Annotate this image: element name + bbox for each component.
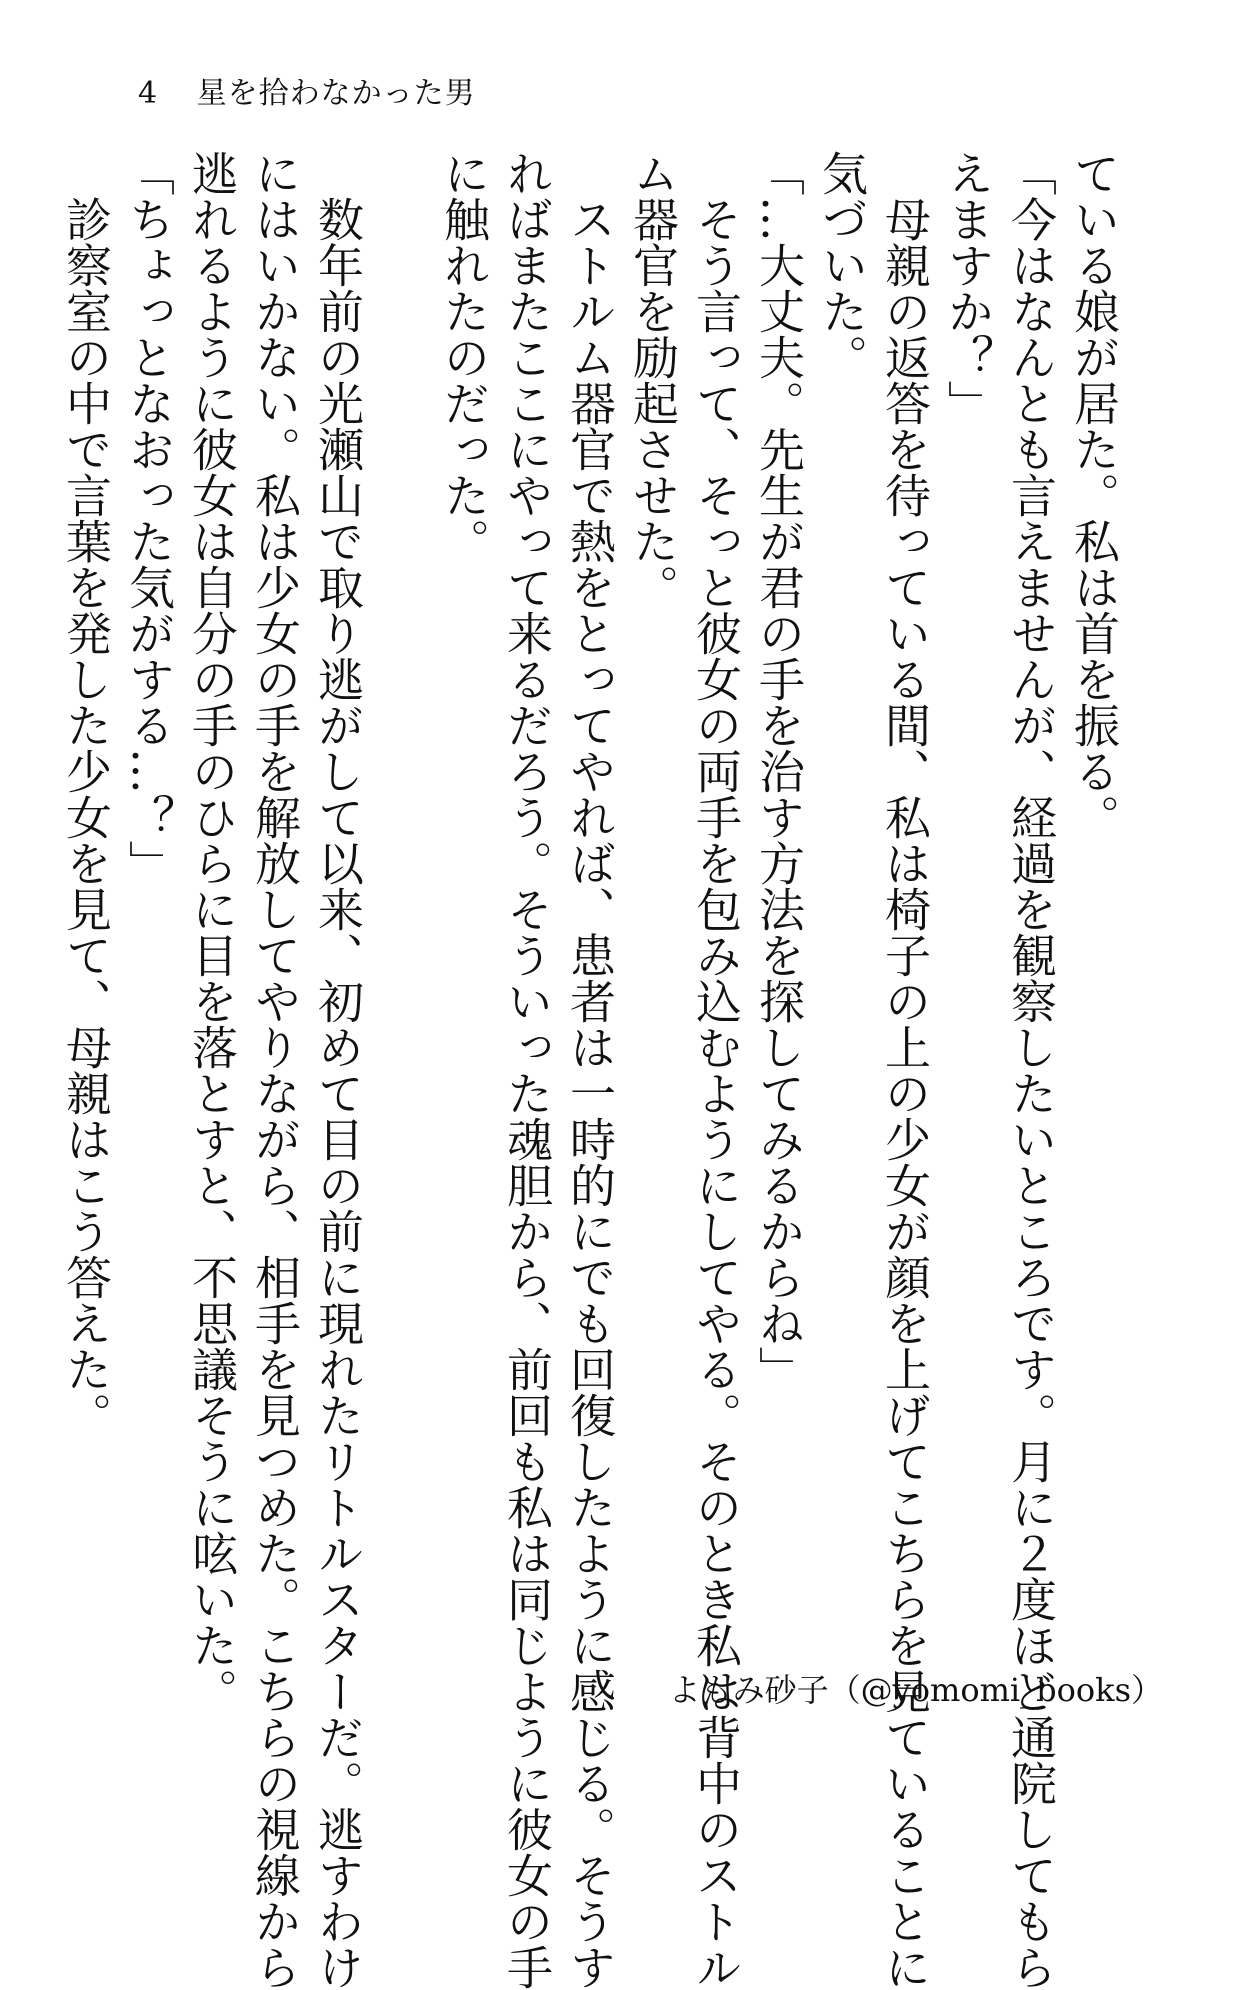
text-line: ればまたここにやって来るだろう。そういった魂胆から、前回も私は同じように彼女の手	[500, 150, 554, 1990]
text-line: に触れたのだった。	[437, 150, 491, 564]
text-line: 母親の返答を待っている間、私は椅子の上の少女が顔を上げてこちらを見ていることに	[878, 150, 932, 1990]
text-line: 逃れるように彼女は自分の手のひらに目を落とすと、不思議そうに呟いた。	[185, 150, 239, 1714]
text-line: 気づいた。	[815, 150, 869, 380]
running-header	[138, 68, 476, 112]
text-line: 「今はなんとも言えませんが、経過を観察したいところです。月に２度ほど通院してもら	[1004, 150, 1058, 1990]
text-line: 診察室の中で言葉を発した少女を見て、母親はこう答えた。	[59, 150, 113, 1438]
chapter-title: 星を拾わなかった男	[196, 76, 476, 111]
text-line: 「…大丈夫。先生が君の手を治す方法を探してみるからね」	[752, 150, 806, 1392]
text-line: ストルム器官で熱をとってやれば、患者は一時的にでも回復したように感じる。そうす	[563, 150, 617, 1990]
text-line: えますか？」	[941, 150, 995, 426]
author-credit: よもみ砂子（@yomomi_books）	[668, 1671, 1163, 1709]
blank-line	[369, 150, 432, 1570]
text-line: 「ちょっとなおった気がする…？」	[122, 150, 176, 886]
text-line: にはいかない。私は少女の手を解放してやりながら、相手を見つめた。こちらの視線から	[248, 150, 302, 1990]
text-line: そう言って、そっと彼女の両手を包み込むようにしてやる。そのとき私は背中のストル	[689, 150, 743, 1990]
text-line: ている娘が居た。私は首を振る。	[1067, 150, 1121, 840]
page-number: 4	[138, 76, 159, 111]
text-line: ム器官を励起させた。	[626, 150, 680, 610]
text-line: 数年前の光瀬山で取り逃がして以来、初めて目の前に現れたリトルスターだ。逃すわけ	[311, 150, 365, 1990]
